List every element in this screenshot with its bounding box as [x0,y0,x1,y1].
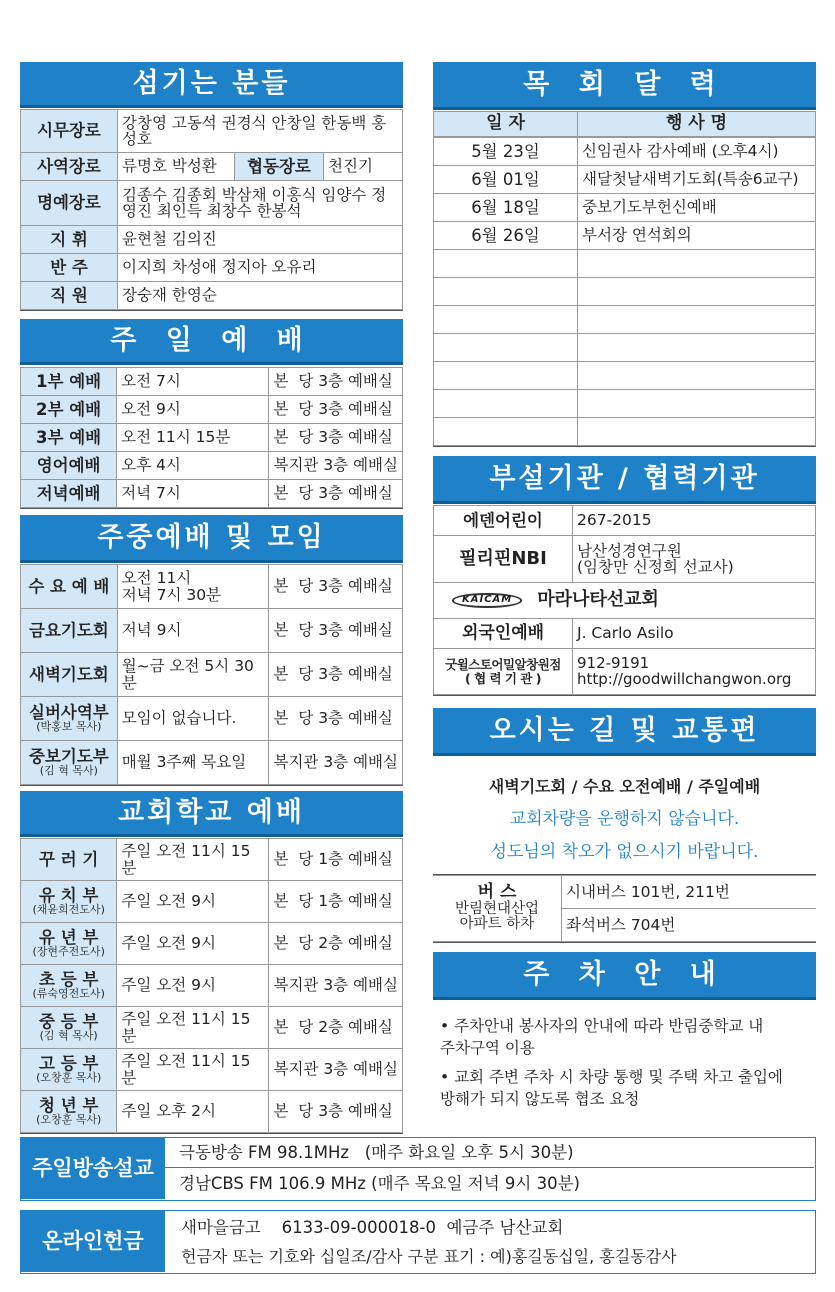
school-header: 교회학교 예배 [20,791,403,837]
school-label: 꾸 러 기 [39,849,99,869]
weekday-label-cell [21,565,118,609]
bus-label: 버 스 [477,882,517,903]
sunday-table [20,367,403,509]
calendar-row [434,250,816,278]
serving-value: 류명호 박성환 [118,153,235,181]
offering-line2: 헌금자 또는 기호와 십일조/감사 구분 표기 : 예)홍길동십일, 홍길동감사 [181,1247,677,1266]
school-label-cell [21,965,117,1007]
directions-line3: 성도님의 착오가 없으시기 바랍니다. [490,842,759,862]
school-leader: (류숙영전도사) [32,987,105,1001]
weekday-time: 월~금 오전 5시 30분 [117,653,269,697]
school-leader: (오창훈 목사) [36,1113,102,1127]
calendar-date: 5월 23일 [434,138,578,166]
weekday-label-cell [21,653,118,697]
school-time: 주일 오전 11시 15분 [117,839,269,881]
sunday-time: 오전 9시 [117,396,269,424]
sunday-time: 저녁 7시 [117,480,269,508]
serving-value: 강창영 고동석 권경식 안창일 한동백 홍성호 [118,110,403,153]
directions-line1: 새벽기도회 / 수요 오전예배 / 주일예배 [488,777,761,796]
calendar-event: 새달첫날새벽기도회(특송6교구) [578,166,816,194]
school-place: 본 당 1층 예배실 [269,881,403,923]
calendar-date [434,390,578,418]
school-label-cell [21,923,117,965]
sunday-label: 저녁예배 [36,483,101,503]
parking-item: • 교회 주변 주차 시 차량 통행 및 주택 차고 출입에 방해가 되지 않도록 협조 요청 [440,1068,783,1109]
serving-value: 천진기 [324,153,403,181]
school-row [21,1049,403,1091]
school-label: 유 년 부 [39,928,99,948]
weekday-label: 수 요 예 배 [28,576,110,596]
school-label-cell [21,1007,117,1049]
school-label-cell [21,1049,117,1091]
sunday-label-cell [21,396,117,424]
sunday-place: 본 당 3층 예배실 [269,368,403,396]
school-time: 주일 오전 9시 [117,923,269,965]
calendar-event [578,278,816,306]
school-time: 주일 오전 11시 15분 [117,1049,269,1091]
partner-label: 굿윌스토어밀알창원점 ( 협 력 기 관 ) [434,649,573,695]
school-row [21,1007,403,1049]
sunday-header: 주 일 예 배 [20,319,403,365]
weekday-row [21,697,403,741]
offering-box [20,1210,816,1274]
sunday-place: 본 당 3층 예배실 [269,424,403,452]
broadcast-label: 주일방송설교 [21,1138,165,1199]
weekday-label-cell [21,697,118,741]
calendar-row [434,278,816,306]
broadcast-line1: 극동방송 FM 98.1MHz (매주 화요일 오후 5시 30분) [165,1138,814,1168]
calendar-row [434,138,816,166]
calendar-event [578,390,816,418]
school-label: 청 년 부 [39,1096,99,1116]
sunday-label-cell [21,480,117,508]
sunday-time: 오전 7시 [117,368,269,396]
school-label-cell [21,881,117,923]
school-label: 중 등 부 [39,1012,99,1032]
calendar-col-event: 행 사 명 [578,112,816,137]
directions-line2: 교회차량을 운행하지 않습니다. [509,809,740,829]
weekday-label: 중보기도부 [29,747,109,767]
weekday-label: 새벽기도회 [29,664,109,684]
school-place: 본 당 1층 예배실 [269,839,403,881]
school-label: 유 치 부 [39,886,99,906]
partner-label: 에덴어린이 [434,506,573,536]
weekday-row [21,609,403,653]
school-label: 고 등 부 [39,1054,99,1074]
partner-label: 외국인예배 [434,619,573,649]
sunday-row [21,480,403,508]
sunday-label: 2부 예배 [36,399,102,419]
calendar-date [434,306,578,334]
weekday-time: 모임이 없습니다. [117,697,269,741]
weekday-time: 저녁 9시 [117,609,269,653]
kaicam-logo: KAICAM [452,593,522,608]
weekday-label-cell [21,609,118,653]
sunday-label-cell [21,424,117,452]
partner-value: J. Carlo Asilo [573,619,816,649]
serving-value: 이지희 차성애 정지아 오유리 [118,254,403,282]
serving-label: 협동장로 [235,153,324,181]
serving-value: 장숭재 한영순 [118,282,403,310]
school-row [21,965,403,1007]
partner-value: 마라나타선교회 [537,589,659,611]
weekday-row [21,565,403,609]
bus-stop: 반림현대산업 아파트 하차 [454,901,540,933]
parking-header: 주 차 안 내 [433,952,816,1000]
weekday-place: 복지관 3층 예배실 [269,741,403,785]
calendar-row [434,334,816,362]
serving-header: 섬기는 분들 [20,62,403,108]
weekday-place: 본 당 3층 예배실 [269,565,403,609]
calendar-event: 중보기도부헌신예배 [578,194,816,222]
sunday-label: 3부 예배 [36,427,102,447]
calendar-date: 6월 26일 [434,222,578,250]
partner-value: 912-9191 http://goodwillchangwon.org [573,649,816,695]
calendar-row [434,166,816,194]
weekday-row [21,741,403,785]
school-time: 주일 오전 9시 [117,881,269,923]
school-label: 초 등 부 [39,970,99,990]
calendar-date: 6월 01일 [434,166,578,194]
calendar-col-date: 일 자 [434,112,578,137]
school-place: 본 당 2층 예배실 [269,923,403,965]
school-row [21,839,403,881]
sunday-label: 1부 예배 [36,371,102,391]
partners-table [433,505,816,696]
sunday-label-cell [21,452,117,480]
weekday-label-cell [21,741,118,785]
weekday-place: 본 당 3층 예배실 [269,653,403,697]
serving-label: 지 휘 [21,226,118,254]
sunday-time: 오전 11시 15분 [117,424,269,452]
calendar-event: 부서장 연석회의 [578,222,816,250]
school-row [21,923,403,965]
serving-table [20,109,403,311]
school-row [21,1091,403,1133]
calendar-date [434,250,578,278]
school-place: 본 당 3층 예배실 [269,1091,403,1133]
weekday-place: 본 당 3층 예배실 [269,697,403,741]
sunday-label: 영어예배 [36,455,101,475]
partner-value: 267-2015 [573,506,816,536]
serving-value: 윤현철 김의진 [118,226,403,254]
weekday-header: 주중예배 및 모임 [20,515,403,563]
weekday-place: 본 당 3층 예배실 [269,609,403,653]
weekday-leader: (박홍보 목사) [36,720,102,734]
calendar-event [578,250,816,278]
partner-value: 남산성경연구원 (임창만 신정희 선교사) [573,536,816,583]
parking-item: • 주차안내 봉사자의 안내에 따라 반림중학교 내 주차구역 이용 [440,1017,764,1058]
calendar-event [578,418,816,446]
broadcast-line2: 경남CBS FM 106.9 MHz (매주 목요일 저녁 9시 30분) [179,1174,580,1193]
weekday-leader: (김 혁 목사) [39,764,98,778]
school-table [20,838,403,1134]
school-place: 복지관 3층 예배실 [269,1049,403,1091]
calendar-date: 6월 18일 [434,194,578,222]
weekday-label: 실버사역부 [29,703,109,723]
calendar-date [434,418,578,446]
bus-table [433,874,816,943]
calendar-event [578,306,816,334]
bus-line2: 좌석버스 704번 [562,909,817,942]
sunday-label-cell [21,368,117,396]
bus-line1: 시내버스 101번, 211번 [562,876,817,909]
offering-line1: 새마을금고 6133-09-000018-0 예금주 남산교회 [181,1218,564,1237]
school-time: 주일 오전 11시 15분 [117,1007,269,1049]
calendar-date [434,334,578,362]
calendar-table [433,111,816,447]
school-label-cell [21,839,117,881]
weekday-time: 오전 11시 저녁 7시 30분 [117,565,269,609]
calendar-row [434,390,816,418]
sunday-place: 본 당 3층 예배실 [269,480,403,508]
sunday-time: 오후 4시 [117,452,269,480]
broadcast-box [20,1137,816,1201]
sunday-place: 복지관 3층 예배실 [269,452,403,480]
calendar-date [434,362,578,390]
school-leader: (오창훈 목사) [36,1071,102,1085]
calendar-row [434,194,816,222]
calendar-event: 신임권사 감사예배 (오후4시) [578,138,816,166]
offering-label: 온라인헌금 [21,1211,165,1272]
school-label-cell [21,1091,117,1133]
serving-label: 시무장로 [21,110,118,153]
serving-label: 명예장로 [21,181,118,226]
serving-label: 반 주 [21,254,118,282]
serving-label: 직 원 [21,282,118,310]
calendar-event [578,334,816,362]
bus-label-cell [433,876,562,942]
calendar-row [434,306,816,334]
calendar-date [434,278,578,306]
school-leader: (장현주전도사) [32,945,105,959]
weekday-row [21,653,403,697]
calendar-event [578,362,816,390]
calendar-row [434,418,816,446]
serving-label: 사역장로 [21,153,118,181]
sunday-row [21,424,403,452]
sunday-row [21,452,403,480]
partners-header: 부설기관 / 협력기관 [433,456,816,504]
calendar-header: 목 회 달 력 [433,62,816,110]
partner-kaicam-row [434,583,816,619]
school-row [21,881,403,923]
weekday-label: 금요기도회 [29,620,109,640]
weekday-time: 매월 3주째 목요일 [117,741,269,785]
serving-value: 김종수 김종회 박삼채 이홍식 임양수 정영진 최인득 최창수 한봉석 [118,181,403,226]
directions-header: 오시는 길 및 교통편 [433,708,816,756]
school-leader: (김 혁 목사) [39,1029,98,1043]
weekday-table [20,564,403,786]
sunday-row [21,396,403,424]
calendar-row [434,222,816,250]
school-place: 본 당 2층 예배실 [269,1007,403,1049]
calendar-row [434,362,816,390]
school-leader: (채윤희전도사) [32,903,105,917]
sunday-row [21,368,403,396]
sunday-place: 본 당 3층 예배실 [269,396,403,424]
school-time: 주일 오후 2시 [117,1091,269,1133]
partner-label: 필리핀NBI [434,536,573,583]
school-time: 주일 오전 9시 [117,965,269,1007]
school-place: 복지관 3층 예배실 [269,965,403,1007]
